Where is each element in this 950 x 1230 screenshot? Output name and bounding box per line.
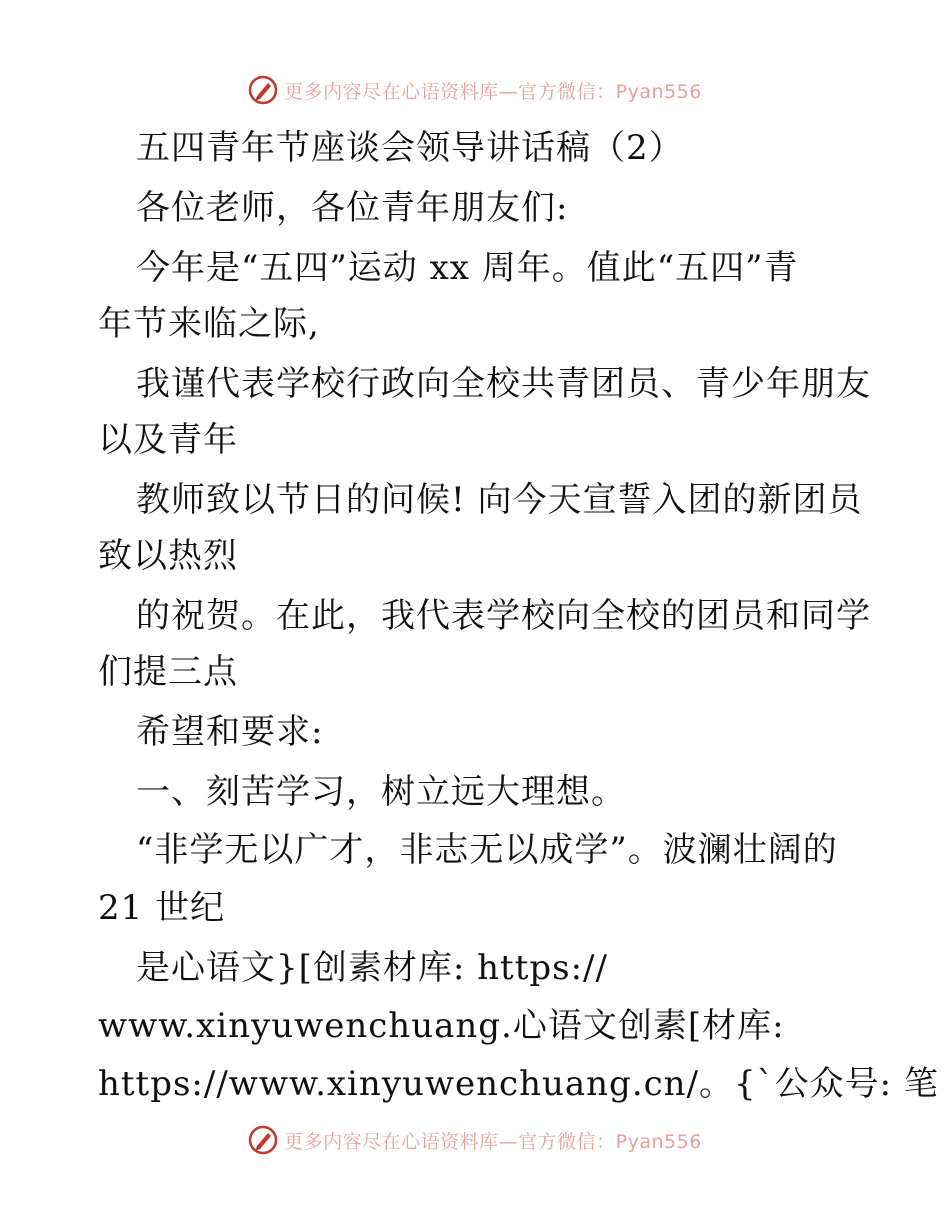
text-line: 致以热烈 (98, 536, 238, 576)
text-line: 教师致以节日的问候! 向今天宣誓入团的新团员 (136, 480, 863, 520)
text-line: 各位老师，各位青年朋友们: (136, 188, 569, 228)
text-line: 希望和要求: (136, 712, 324, 752)
text-line: 的祝贺。在此，我代表学校向全校的团员和同学 (136, 596, 871, 636)
footer-banner-text: 更多内容尽在心语资料库—官方微信：Pyan556 (284, 1130, 702, 1153)
text-line: 们提三点 (98, 652, 238, 692)
text-line: “非学无以广才，非志无以成学”。波澜壮阔的 (136, 830, 838, 870)
text-line: 我谨代表学校行政向全校共青团员、青少年朋友 (136, 364, 871, 404)
text-line: www.xinyuwenchuang.心语文创素[材库: (98, 1006, 785, 1046)
text-line: 21 世纪 (98, 888, 226, 928)
document-title: 五四青年节座谈会领导讲话稿（2） (136, 128, 684, 168)
footer-banner (0, 1120, 950, 1160)
text-line: 年节来临之际, (98, 304, 320, 344)
header-banner-text: 更多内容尽在心语资料库—官方微信：Pyan556 (284, 80, 702, 103)
pen-logo-icon (248, 1125, 278, 1155)
pen-logo-icon (248, 75, 278, 105)
header-banner (0, 70, 950, 110)
text-line: 以及青年 (98, 420, 238, 460)
text-line: 今年是“五四”运动 xx 周年。值此“五四”青 (136, 248, 799, 288)
text-line: https://www.xinyuwenchuang.cn/。{`公众号: 笔 (98, 1064, 939, 1104)
text-line: 一、刻苦学习，树立远大理想。 (136, 772, 626, 812)
text-line: 是心语文}[创素材库: https:// (136, 948, 608, 988)
